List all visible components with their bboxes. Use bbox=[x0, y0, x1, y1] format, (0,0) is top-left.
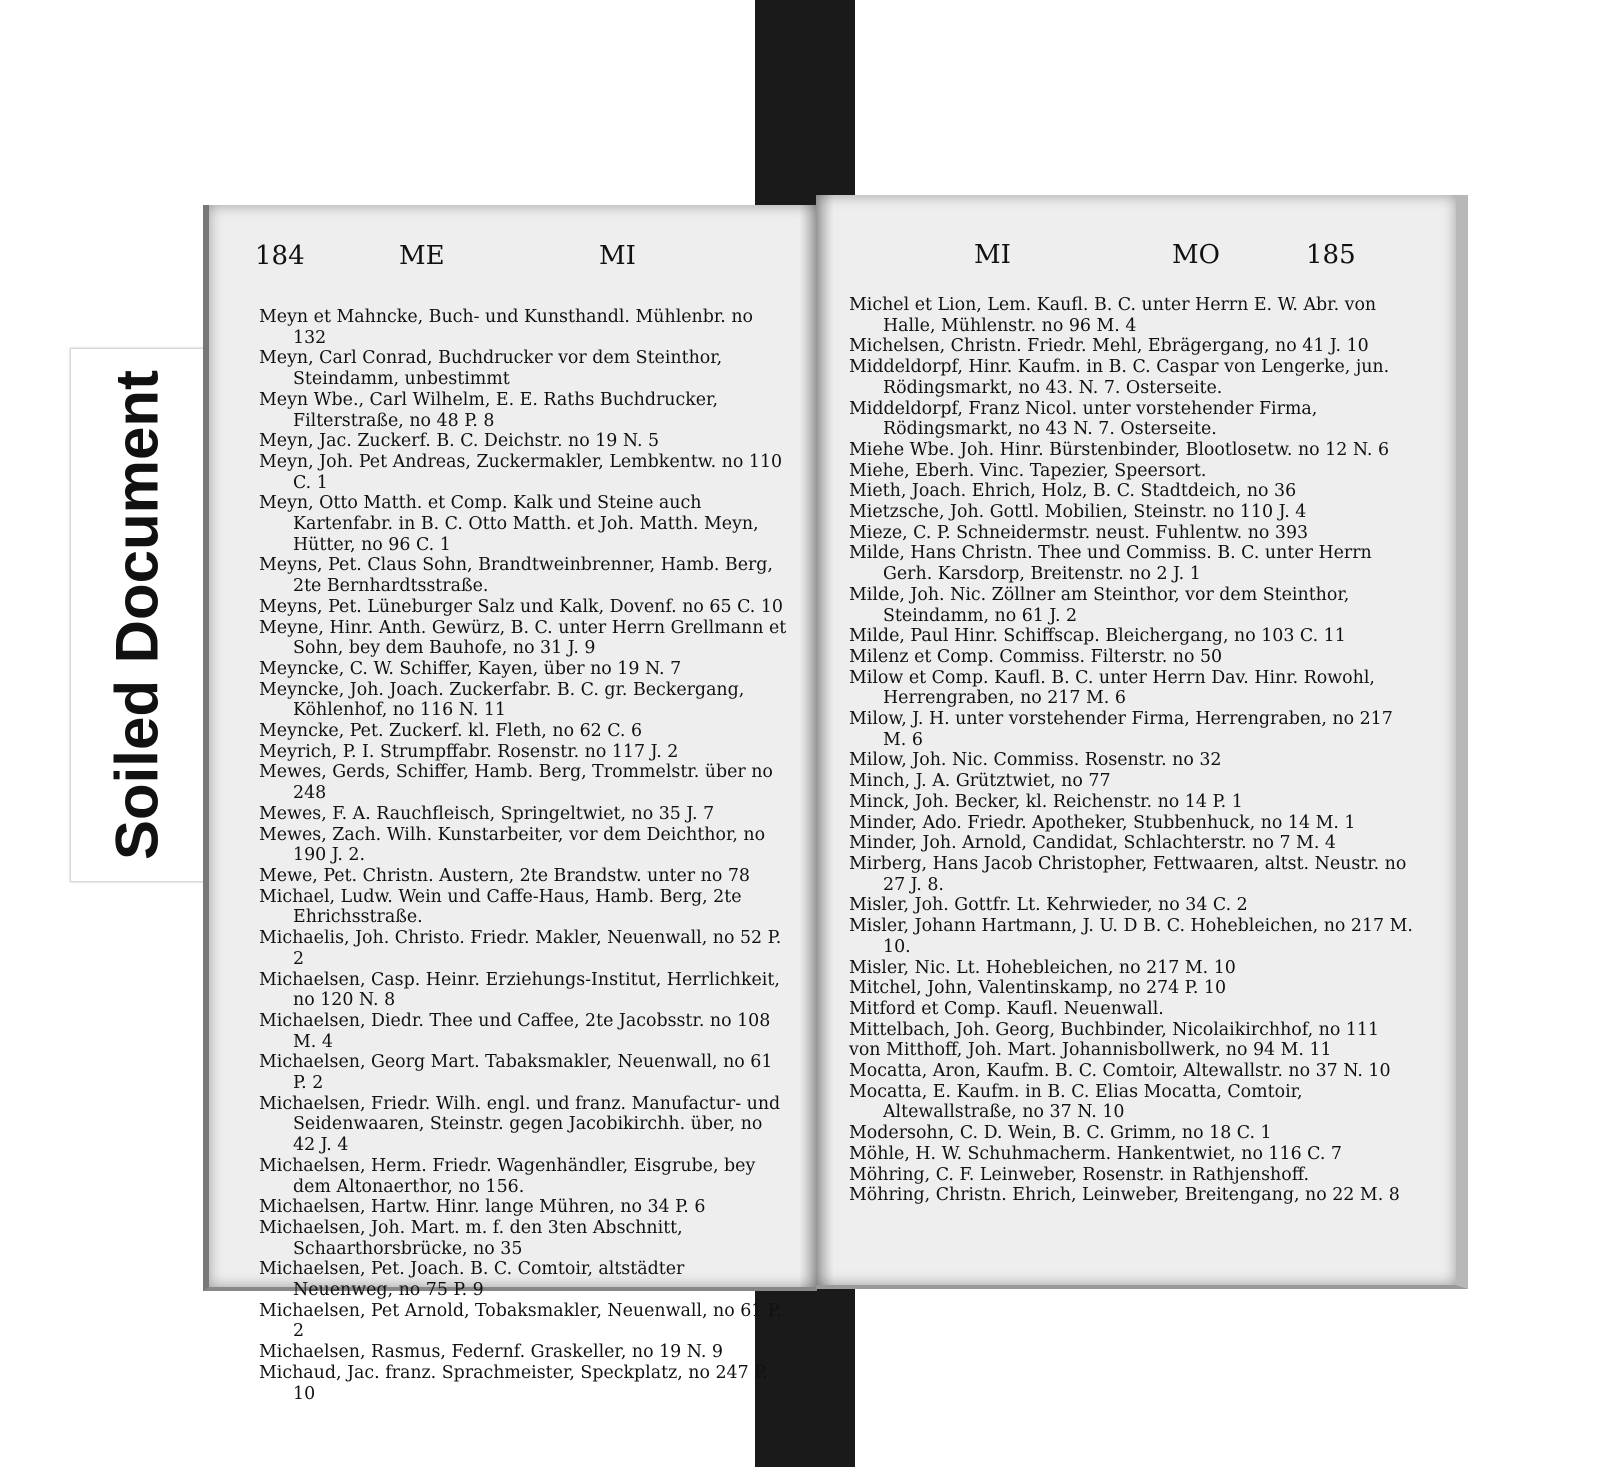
right-page-header bbox=[816, 240, 1456, 280]
page-number-right: 185 bbox=[1306, 240, 1356, 270]
directory-entry: Meyn et Mahncke, Buch- und Kunsthandl. Mühlenbr. no 132 bbox=[259, 307, 754, 348]
directory-entry: Miehe, Eberh. Vinc. Tapezier, Speersort. bbox=[849, 460, 1207, 481]
directory-entry: Mocatta, E. Kaufm. in B. C. Elias Mocatta, Comtoir, Altewallstraße, no 37 N. 10 bbox=[849, 1081, 1303, 1123]
soiled-document-text: Soiled Document bbox=[103, 369, 171, 861]
directory-entry: Michaelsen, Hartw. Hinr. lange Mühren, no 34 P. 6 bbox=[259, 1197, 706, 1218]
directory-entry: Milow, Joh. Nic. Commiss. Rosenstr. no 32 bbox=[849, 750, 1222, 771]
directory-entry: Middeldorpf, Hinr. Kaufm. in B. C. Caspar von Lengerke, jun. Rödingsmarkt, no 43. N. 7. Osterseite. bbox=[849, 357, 1390, 398]
directory-entry: Michaelsen, Pet. Joach. B. C. Comtoir, altstädter Neuenweg, no 75 P. 9 bbox=[259, 1259, 685, 1301]
directory-entry: Meyn, Carl Conrad, Buchdrucker vor dem Steinthor, Steindamm, unbestimmt bbox=[259, 348, 723, 390]
directory-entry: Michael, Ludw. Wein und Caffe-Haus, Hamb. Berg, 2te Ehrichsstraße. bbox=[259, 886, 742, 928]
directory-entry: Meyncke, Joh. Joach. Zuckerfabr. B. C. gr. Beckergang, Köhlenhof, no 116 N. 11 bbox=[259, 679, 745, 721]
directory-entry: Mewes, Zach. Wilh. Kunstarbeiter, vor dem Deichthor, no 190 J. 2. bbox=[259, 824, 766, 866]
directory-entry: Mewes, Gerds, Schiffer, Hamb. Berg, Trommelstr. über no 248 bbox=[259, 762, 773, 804]
directory-entry: Michaelsen, Pet Arnold, Tobaksmakler, Neuenwall, no 61 P. 2 bbox=[259, 1300, 782, 1342]
directory-entry: Meyn, Jac. Zuckerf. B. C. Deichstr. no 19 N. 5 bbox=[259, 431, 660, 452]
directory-entry: Milde, Paul Hinr. Schiffscap. Bleichergang, no 103 C. 11 bbox=[849, 626, 1346, 647]
directory-entry: Meyn Wbe., Carl Wilhelm, E. E. Raths Buchdrucker, Filterstraße, no 48 P. 8 bbox=[259, 389, 718, 431]
directory-entry: Milenz et Comp. Commiss. Filterstr. no 50 bbox=[849, 646, 1223, 667]
directory-entry: Meyncke, C. W. Schiffer, Kayen, über no 19 N. 7 bbox=[259, 658, 682, 679]
directory-entry: Mewes, F. A. Rauchfleisch, Springeltwiet, no 35 J. 7 bbox=[259, 803, 715, 824]
page-number-left: 184 bbox=[255, 241, 305, 271]
directory-entry: Mirberg, Hans Jacob Christopher, Fettwaaren, altst. Neustr. no 27 J. 8. bbox=[849, 853, 1407, 895]
directory-entry: Milde, Joh. Nic. Zöllner am Steinthor, vor dem Steinthor, Steindamm, no 61 J. 2 bbox=[849, 584, 1350, 626]
directory-entry: Minck, Joh. Becker, kl. Reichenstr. no 14 P. 1 bbox=[849, 791, 1243, 812]
right-header-right: MO bbox=[1172, 240, 1220, 270]
directory-entry: Minder, Joh. Arnold, Candidat, Schlachterstr. no 7 M. 4 bbox=[849, 833, 1336, 854]
left-header-right: MI bbox=[599, 241, 636, 271]
directory-entry: Michaelsen, Joh. Mart. m. f. den 3ten Abschnitt, Schaarthorsbrücke, no 35 bbox=[259, 1217, 683, 1259]
directory-entry: Michaelsen, Rasmus, Federnf. Graskeller, no 19 N. 9 bbox=[259, 1342, 723, 1363]
right-entries bbox=[849, 295, 1417, 1206]
directory-entry: Michaud, Jac. franz. Sprachmeister, Speckplatz, no 247 P. 10 bbox=[259, 1362, 768, 1404]
directory-entry: Minch, J. A. Grütztwiet, no 77 bbox=[849, 771, 1111, 792]
right-page bbox=[816, 195, 1468, 1289]
directory-entry: Mocatta, Aron, Kaufm. B. C. Comtoir, Altewallstr. no 37 N. 10 bbox=[849, 1061, 1391, 1082]
directory-entry: Meyns, Pet. Claus Sohn, Brandtweinbrenner, Hamb. Berg, 2te Bernhardtsstraße. bbox=[259, 555, 773, 597]
right-gutter-shadow bbox=[816, 195, 834, 1285]
left-header-left: ME bbox=[399, 241, 445, 271]
directory-entry: Möhring, Christn. Ehrich, Leinweber, Breitengang, no 22 M. 8 bbox=[849, 1185, 1400, 1206]
directory-entry: Meyrich, P. I. Strumpffabr. Rosenstr. no 117 J. 2 bbox=[259, 741, 679, 762]
directory-entry: Meyn, Otto Matth. et Comp. Kalk und Steine auch Kartenfabr. in B. C. Otto Matth. et Joh. Matth. Meyn, Hütter, no 96 C. 1 bbox=[259, 493, 759, 555]
directory-entry: Meyne, Hinr. Anth. Gewürz, B. C. unter Herrn Grellmann et Sohn, bey dem Bauhofe, no 31 J. 9 bbox=[259, 617, 787, 659]
right-header-left: MI bbox=[974, 240, 1011, 270]
directory-entry: Mewe, Pet. Christn. Austern, 2te Brandstw. unter no 78 bbox=[259, 865, 750, 886]
directory-entry: Miehe Wbe. Joh. Hinr. Bürstenbinder, Blootlosetw. no 12 N. 6 bbox=[849, 439, 1390, 460]
left-entries bbox=[259, 307, 789, 1404]
directory-entry: Meyn, Joh. Pet Andreas, Zuckermakler, Lembkentw. no 110 C. 1 bbox=[259, 451, 783, 493]
directory-entry: Michaelis, Joh. Christo. Friedr. Makler, Neuenwall, no 52 P. 2 bbox=[259, 928, 782, 969]
directory-entry: Michaelsen, Herm. Friedr. Wagenhändler, Eisgrube, bey dem Altonaerthor, no 156. bbox=[259, 1155, 756, 1197]
directory-entry: Middeldorpf, Franz Nicol. unter vorstehender Firma, Rödingsmarkt, no 43 N. 7. Osterseite. bbox=[849, 398, 1318, 440]
directory-entry: Mitchel, John, Valentinskamp, no 274 P. 10 bbox=[849, 978, 1227, 999]
directory-entry: Mieth, Joach. Ehrich, Holz, B. C. Stadtdeich, no 36 bbox=[849, 481, 1297, 502]
directory-entry: Michel et Lion, Lem. Kaufl. B. C. unter Herrn E. W. Abr. von Halle, Mühlenstr. no 96 M. 4 bbox=[849, 295, 1377, 336]
left-page bbox=[203, 205, 817, 1404]
directory-entry: Mietzsche, Joh. Gottl. Mobilien, Steinstr. no 110 J. 4 bbox=[849, 502, 1307, 523]
directory-entry: Michaelsen, Diedr. Thee und Caffee, 2te Jacobsstr. no 108 M. 4 bbox=[259, 1010, 771, 1052]
directory-entry: Meyncke, Pet. Zuckerf. kl. Fleth, no 62 C. 6 bbox=[259, 721, 643, 742]
directory-entry: Misler, Johann Hartmann, J. U. D B. C. Hohebleichen, no 217 M. 10. bbox=[849, 916, 1413, 957]
directory-entry: Michaelsen, Casp. Heinr. Erziehungs-Institut, Herrlichkeit, no 120 N. 8 bbox=[259, 969, 780, 1011]
directory-entry: von Mitthoff, Joh. Mart. Johannisbollwerk, no 94 M. 11 bbox=[849, 1040, 1332, 1061]
directory-entry: Mittelbach, Joh. Georg, Buchbinder, Nicolaikirchhof, no 111 bbox=[849, 1019, 1380, 1040]
directory-entry: Misler, Nic. Lt. Hohebleichen, no 217 M. 10 bbox=[849, 957, 1236, 978]
directory-entry: Modersohn, C. D. Wein, B. C. Grimm, no 18 C. 1 bbox=[849, 1123, 1272, 1144]
directory-entry: Milde, Hans Christn. Thee und Commiss. B. C. unter Herrn Gerh. Karsdorp, Breitenstr. no 2 J. 1 bbox=[849, 543, 1372, 585]
left-page-header bbox=[209, 241, 817, 281]
directory-entry: Mieze, C. P. Schneidermstr. neust. Fuhlentw. no 393 bbox=[849, 522, 1309, 543]
left-gutter-shadow bbox=[799, 205, 817, 1287]
directory-entry: Möhle, H. W. Schuhmacherm. Hankentwiet, no 116 C. 7 bbox=[849, 1143, 1342, 1164]
directory-entry: Milow, J. H. unter vorstehender Firma, Herrengraben, no 217 M. 6 bbox=[849, 709, 1393, 750]
directory-entry: Michelsen, Christn. Friedr. Mehl, Ebrägergang, no 41 J. 10 bbox=[849, 336, 1369, 357]
directory-entry: Michaelsen, Georg Mart. Tabaksmakler, Neuenwall, no 61 P. 2 bbox=[259, 1052, 773, 1094]
directory-entry: Meyns, Pet. Lüneburger Salz und Kalk, Dovenf. no 65 C. 10 bbox=[259, 596, 783, 617]
directory-entry: Michaelsen, Friedr. Wilh. engl. und franz. Manufactur- und Seidenwaaren, Steinstr. gegen Jacobikirchh. über, no 42 J. 4 bbox=[259, 1093, 781, 1156]
directory-entry: Möhring, C. F. Leinweber, Rosenstr. in Rathjenshoff. bbox=[849, 1164, 1309, 1185]
soiled-document-label bbox=[70, 348, 204, 882]
directory-entry: Milow et Comp. Kaufl. B. C. unter Herrn Dav. Hinr. Rowohl, Herrengraben, no 217 M. 6 bbox=[849, 667, 1375, 709]
directory-entry: Mitford et Comp. Kaufl. Neuenwall. bbox=[849, 998, 1164, 1019]
directory-entry: Minder, Ado. Friedr. Apotheker, Stubbenhuck, no 14 M. 1 bbox=[849, 812, 1356, 833]
directory-entry: Misler, Joh. Gottfr. Lt. Kehrwieder, no 34 C. 2 bbox=[849, 895, 1248, 916]
